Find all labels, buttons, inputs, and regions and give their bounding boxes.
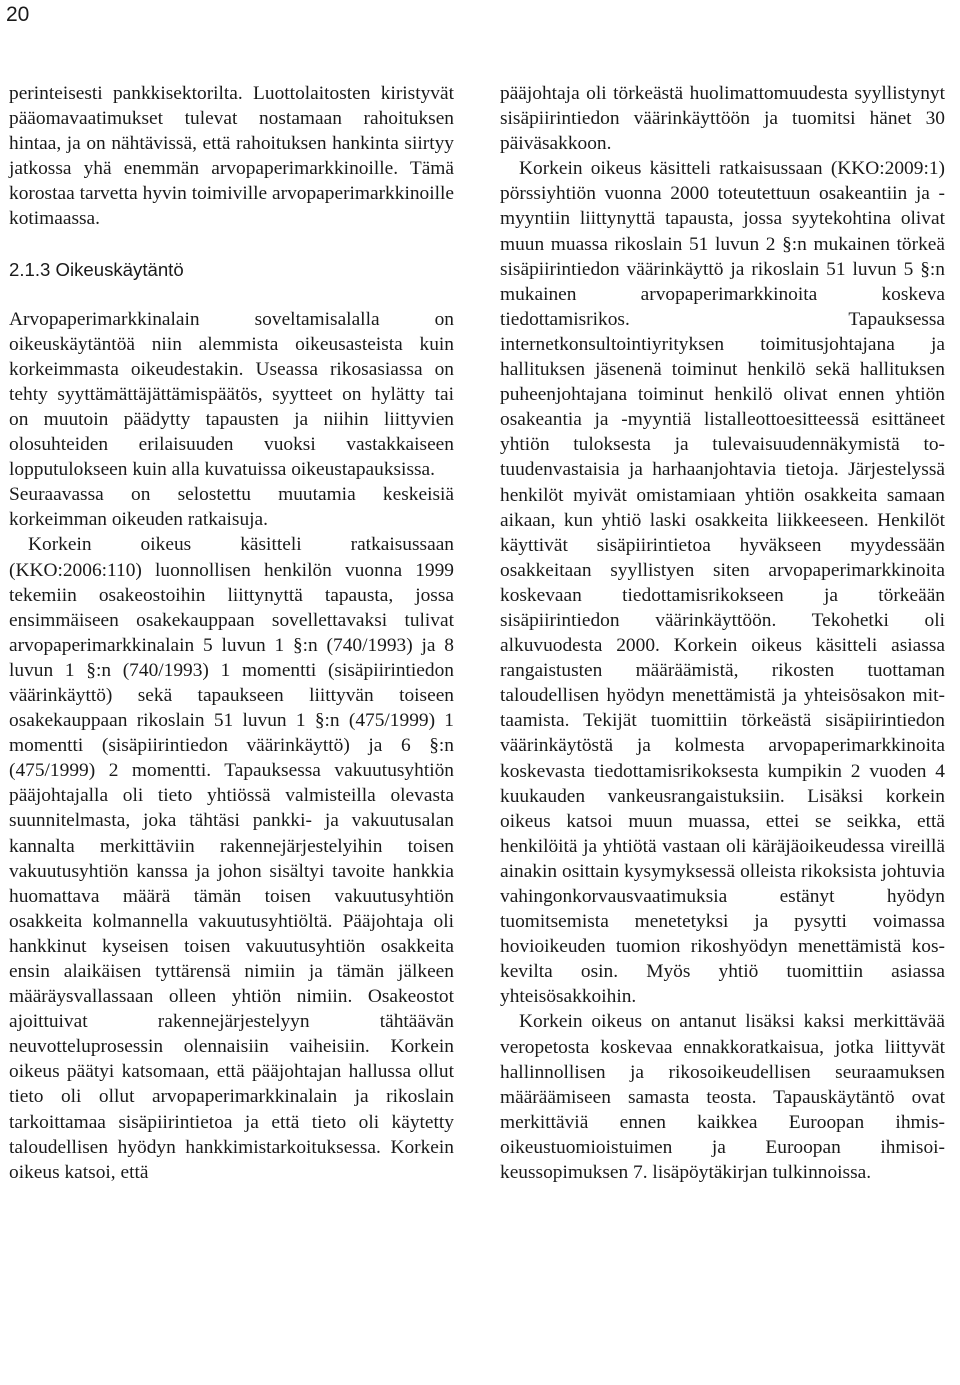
right-paragraph-tax-fraud: Korkein oikeus on antanut lisäksi kaksi merkittävää veropetosta koskevaa ennakkoratkaisua, jotka liittyvät hallinnollisen ja rikosoikeudellisen seuraamuksen määräämiseen samasta teosta. Tapauskäytäntö ovat merkittäviä ennen kaikkea Euroopan ihmisoikeustuomioistuimen ja Euroopan ihmisoikeussopimuksen 7. lisäpöytäkirjan tulkinnoissa.	[500, 1011, 945, 1184]
page-number: 20	[6, 3, 30, 26]
right-paragraph-kko-2009: Korkein oikeus käsitteli ratkaisussaan (KKO:2009:1) pörssiyhtiön vuonna 2000 toteutettuun osakeantiin ja -myyntiin liittynyttä tapausta, jossa syytekohtina olivat muun muassa rikoslain 51 luvun 2 §:n mukainen törkeä sisäpiirintiedon väärinkäyttö ja rikoslain 51 luvun 5 §:n mukainen arvopaperimarkkinoita koskeva tiedottamisrikos. Tapauksessa internetkonsultointiyrityksen toimitusjohtajana ja hallituksen jäsenenä toiminut henkilö sekä hallituksen puheenjohtajana toiminut henkilö olivat ennen yhtiön osakeantia ja -myyntiä listalleottoesitteessä esittäneet yhtiön tuloksesta ja tulevaisuudennäkymistä totuudenvastaisia ja harhaanjohtavia tietoja. Järjestelyssä henkilöt myivät omistamiaan yhtiön osakkeita samaan aikaan, kun yhtiö laski osakkeita liikkeeseen. Henkilöt käyttivät sisäpiirintietoa hyväkseen myydessään osakkeitaan syyllistyen siten arvopaperimarkkinoita koskevaan tiedottamisrikokseen ja törkeään sisäpiirintiedon väärinkäyttöön. Tekohetki oli alkuvuodesta 2000. Korkein oikeus käsitteli asiassa rangaistusten määräämistä, rikosten tuottaman taloudellisen hyödyn menettämistä ja yhteisösakon mittaamista. Tekijät tuomittiin törkeästä sisäpiirintiedon väärinkäytöstä ja kolmesta arvopaperimarkkinoita koskevasta tiedottamisrikoksesta kumpikin 2 vuoden 4 kuukauden vankeusrangaistuksiin. Lisäksi korkein oikeus katsoi muun muassa, ettei se seikka, että henkilöitä ja yhtiötä vastaan oli käräjäoikeudessa vireillä ainakin osittain kysymyksessä olleista rikoksista johtuvia vahingonkorvausvaatimuksia estänyt hyödyn tuomitsemista menetetyksi ja pysytti voimassa hovioikeuden tuomion rikoshyödyn menettämistä koskevilta osin. Myös yhtiö tuomittiin asiassa yhteisösakkoihin.	[500, 158, 945, 1008]
right-paragraph-verdict: pääjohtaja oli törkeästä huolimattomuudesta syyllistynyt sisäpiirintiedon väärinkäyttöön ja tuomitsi hänet 30 päiväsakkoon.	[500, 83, 945, 155]
left-paragraph-kko-2006: Korkein oikeus käsitteli ratkaisussaan (KKO:2006:110) luonnollisen henkilön vuonna 1999 tekemiin osakeostoihin liittynyttä tapausta, jossa ensimmäiseen osakekauppaan sovellettavaksi tulivat arvopaperimarkkinalain 5 luvun 1 §:n (740/1993) ja 8 luvun 1 §:n (740/1993) 1 momentti (sisäpiirintiedon väärinkäyttö) sekä tapaukseen liittyvän toiseen osakekauppaan rikoslain 51 luvun 1 §:n (475/1999) 1 momentti (sisäpiirintiedon väärinkäyttö) ja 6 §:n (475/1999) 2 momentti. Tapauksessa vakuutusyhtiön pääjohtajalla oli tieto yhtiössä valmisteilla olevasta suunnitelmasta, joka tähtäsi pankki- ja vakuutusalan kannalta merkittäviin rakennejärjestelyihin toisen vakuutusyhtiön kanssa ja johon sisältyi tavoite hankkia huomattava määrä tämän toisen vakuutusyhtiön osakkeita kolmannella vakuutusyhtiöltä. Pääjohtaja oli hankkinut kyseisen toisen vakuutusyhtiön osakkeita ensin alaikäisen tyttärensä nimiin ja tämän jälkeen määräysvallassaan olleen yhtiön nimiin. Osakeostot ajoittuivat rakennejärjestelyyn tähtäävän neuvotteluprosessin olennaisiin vaiheisiin. Korkein oikeus päätyi katsomaan, että pääjohtajan hallussa ollut tieto oli ollut arvopaperimarkkinalain ja rikoslain tarkoittamaa sisäpiirintietoa ja että tieto oli käytetty taloudellisen hyödyn hankkimistarkoituksessa. Korkein oikeus katsoi, että	[9, 534, 454, 1183]
spacer	[9, 282, 454, 307]
left-paragraph-case-law: Arvopaperimarkkinalain soveltamisalalla on oikeuskäytäntöä niin alemmista oikeusasteista kuin korkeimmasta oikeudestakin. Useassa rikosasiassa on tehty syyttämättäjättämispäätös, syytteet on hylätty tai on muutoin päädytty tapausten ja niihin liittyvien olosuhteiden erilaisuuden vuoksi vastakkaiseen lopputulokseen kuin alla kuvatuissa oikeustapauksissa.	[9, 308, 454, 481]
left-paragraph-summary: Seuraavassa on selostettu muutamia keskeisiä korkeimman oikeuden ratkaisuja.	[9, 484, 454, 531]
section-heading: 2.1.3 Oikeuskäytäntö	[9, 258, 184, 280]
left-column	[9, 81, 454, 1185]
left-paragraph-intro: perinteisesti pankkisektorilta. Luottolaitosten kiristyvät pääomavaatimukset tulevat nostamaan rahoituksen hintaa, ja on nähtävissä, että rahoituksen hankinta siirtyy jatkossa yhä enemmän arvopaperimarkkinoille. Tämä korostaa tarvetta hyvin toimiville arvopaperimarkkinoille kotimaassa.	[9, 83, 454, 230]
right-column	[500, 81, 945, 1185]
spacer	[9, 232, 454, 257]
